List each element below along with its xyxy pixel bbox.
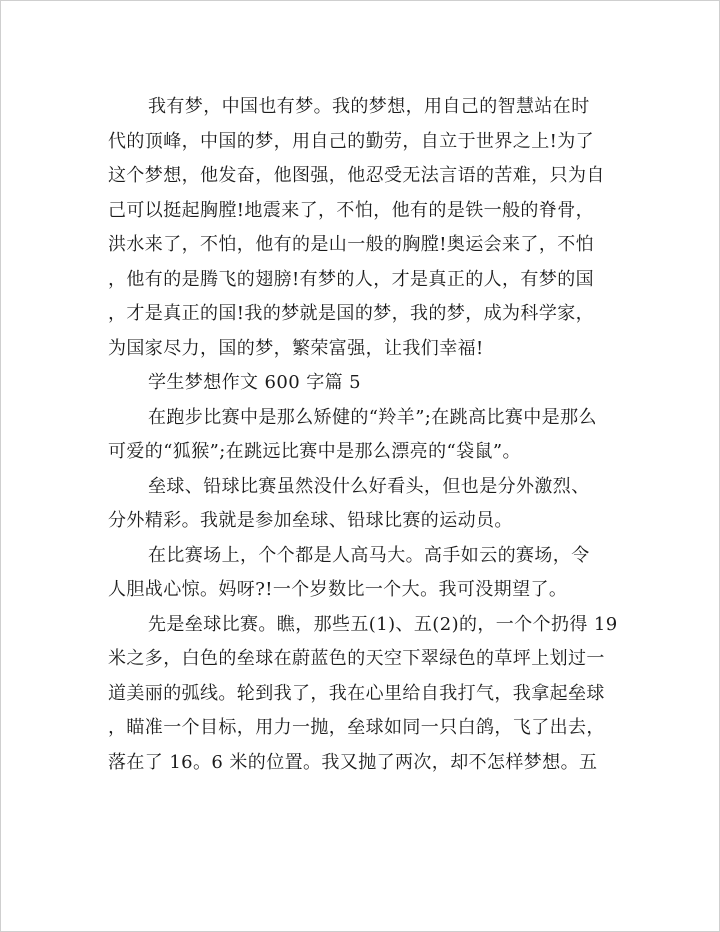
paragraph-line: 人胆战心惊。妈呀?!一个岁数比一个大。我可没期望了。 xyxy=(108,579,568,600)
paragraph-line: 先是垒球比赛。瞧，那些五(1)、五(2)的，一个个扔得 19 xyxy=(148,613,618,635)
paragraph-line: 己可以挺起胸膛!地震来了，不怕，他有的是铁一般的脊骨， xyxy=(108,199,595,221)
paragraph-line: 在跑步比赛中是那么矫健的“羚羊”;在跳高比赛中是那么 xyxy=(148,406,597,428)
paragraph-line: 我有梦，中国也有梦。我的梦想，用自己的智慧站在时 xyxy=(148,96,590,117)
paragraph-line: 垒球、铅球比赛虽然没什么好看头，但也是分外激烈、 xyxy=(148,475,590,497)
paragraph-line: 可爱的“狐猴”;在跳远比赛中是那么漂亮的“袋鼠”。 xyxy=(108,441,521,462)
paragraph-line: 米之多，白色的垒球在蔚蓝色的天空下翠绿色的草坪上划过一 xyxy=(108,648,605,669)
paragraph-line: 洪水来了，不怕，他有的是山一般的胸膛!奥运会来了，不怕 xyxy=(108,234,595,255)
paragraph-line: 分外精彩。我就是参加垒球、铅球比赛的运动员。 xyxy=(108,510,513,531)
paragraph-line: ，他有的是腾飞的翅膀!有梦的人，才是真正的人，有梦的国 xyxy=(108,268,595,290)
paragraph-line: 代的顶峰，中国的梦，用自己的勤劳，自立于世界之上!为了 xyxy=(108,130,595,152)
paragraph-line: ，才是真正的国!我的梦就是国的梦，我的梦，成为科学家， xyxy=(108,303,595,324)
paragraph-line: 为国家尽力，国的梦，繁荣富强，让我们幸福! xyxy=(108,337,484,359)
paragraph-line: 落在了 16。6 米的位置。我又抛了两次，却不怎样梦想。五 xyxy=(108,751,598,773)
paragraph-line: 在比赛场上，个个都是人高马大。高手如云的赛场，令 xyxy=(148,544,590,566)
paragraph-line: ，瞄准一个目标，用力一抛，垒球如同一只白鸽，飞了出去， xyxy=(108,717,605,738)
section-heading: 学生梦想作文 600 字篇 5 xyxy=(148,372,361,393)
document-body xyxy=(108,90,628,780)
paragraph-line: 这个梦想，他发奋，他图强，他忍受无法言语的苦难，只为自 xyxy=(108,165,605,186)
paragraph-line: 道美丽的弧线。轮到我了，我在心里给自我打气，我拿起垒球 xyxy=(108,682,605,704)
